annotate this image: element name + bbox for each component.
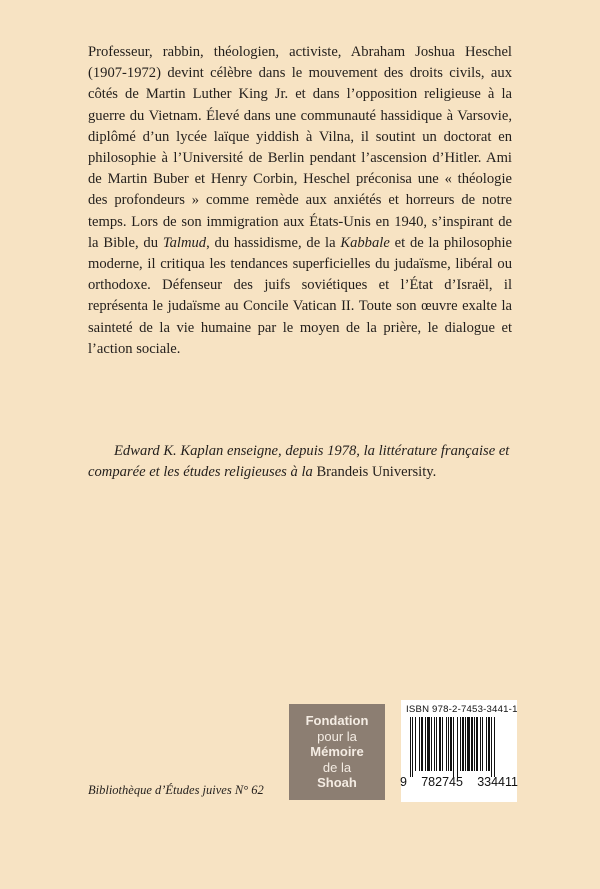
series-label: Bibliothèque d’Études juives N° 62 [88,783,264,797]
barcode-bar [431,717,432,771]
barcode-bar [412,717,413,777]
barcode-bar [442,717,443,771]
barcode-bar [457,717,458,777]
barcode-bar [480,717,481,771]
author-note-university: Brandeis University. [312,464,437,481]
barcode-digit-first: 9 [400,775,407,789]
barcode-bar [476,717,478,771]
bio-text-3: et de la philosophie moderne, il critiqua les tendances superficielles du judaïsme, libéral ou orthodoxe. Défenseur des juifs soviétiques et l’État d’Israël, il représenta le judaïsme au Concile Vatican II. Toute son œuvre exalte la sainteté de la vie humaine par le moyen de la prière, le dialogue et l’action sociale. [88,234,512,357]
barcode-bar [460,717,461,771]
logo-line-4: de la [322,759,352,775]
barcode-bar [465,717,466,771]
barcode-digit-group-2: 334411 [477,775,518,789]
barcode-bar [450,717,452,771]
bio-text-2: , du hassidisme, de la [206,234,341,251]
barcode-digit-group-1: 782745 [421,775,463,789]
barcode-bar [491,717,492,777]
barcode-bar [427,717,430,771]
barcode-bar [471,717,473,771]
barcode-bar [436,717,437,771]
barcode-bar [434,717,435,771]
barcode-bar [439,717,441,771]
barcode-bar [494,717,495,777]
logo-line-2: pour la [317,728,357,744]
bio-italic-talmud: Talmud [162,234,207,251]
logo-line-3: Mémoire [310,744,364,760]
barcode-bar [474,717,475,771]
bio-text-1: Professeur, rabbin, théologien, activiste, Abraham Joshua Heschel (1907-1972) devint célèbre dans le mouvement des droits civils, aux côtés de Martin Luther King Jr. et dans l’opposition religieuse à la guerre du Vietnam. Élevé dans une communauté hassidique à Varsovie, diplômé d’un lycée laïque yiddish à Vilna, il soutint un doctorat en philosophie à l’Université de Berlin pendant l’ascension d’Hitler. Ami de Martin Buber et Henry Corbin, Heschel préconisa une « théologie des profondeurs » comme remède aux anxiétés et horreurs de notre temps. Lors de son immigration aux États-Unis en 1940, s’inspirant de la Bible, du [88,44,512,251]
barcode-icon [404,717,516,777]
barcode-bar [415,717,416,771]
barcode-bar [448,717,449,771]
barcode-bar [453,717,454,777]
barcode-digits [400,775,518,789]
barcode-bar [488,717,490,771]
author-note [88,441,518,483]
barcode-bar [486,717,487,771]
isbn-label: ISBN 978-2-7453-3441-1 [406,704,518,715]
barcode-bar [410,717,411,777]
biography-paragraph [88,42,512,360]
author-note-italic: Edward K. Kaplan enseigne, depuis 1978, la littérature française et comparée et les études religieuses à la [88,443,510,481]
barcode-bar [482,717,483,771]
logo-line-1: Fondation [305,713,369,729]
barcode-bar [462,717,464,771]
logo-line-5: Shoah [317,775,357,791]
barcode-bar [421,717,423,771]
barcode-bar [419,717,420,771]
fondation-shoah-logo [289,704,385,800]
barcode-bar [467,717,470,771]
bio-italic-kabbale: Kabbale [340,234,390,251]
barcode-bar [446,717,447,771]
barcode-bar [425,717,426,771]
